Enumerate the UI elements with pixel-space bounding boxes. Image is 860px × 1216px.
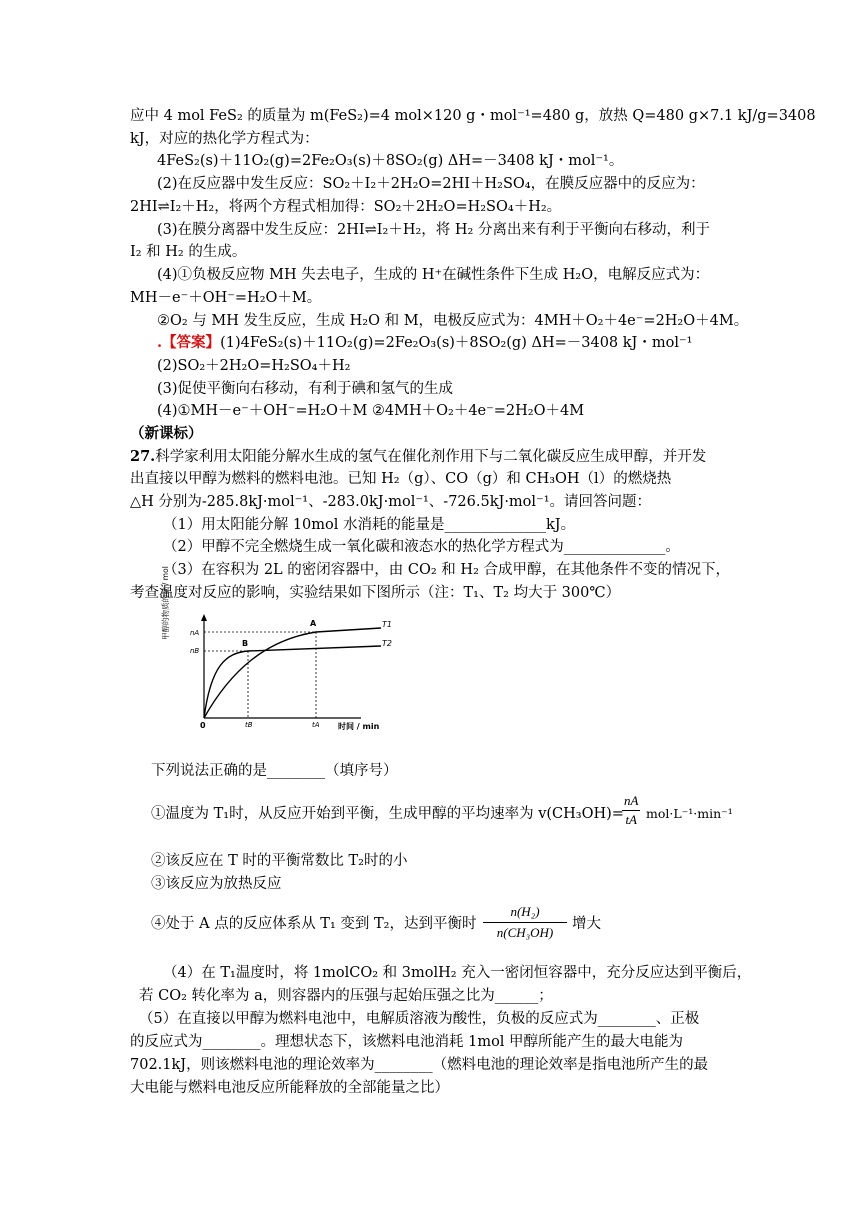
text-line: (3)在膜分离器中发生反应：2HI⇌I₂＋H₂，将 H₂ 分离出来有利于平衡向右移动，利于 bbox=[157, 222, 710, 238]
option-3: ③该反应为放热反应 bbox=[151, 876, 282, 892]
question-number: 27. bbox=[130, 448, 156, 465]
x-axis-label: 时间 / min bbox=[338, 722, 380, 731]
text-line: I₂ 和 H₂ 的生成。 bbox=[130, 244, 247, 260]
answer-label: .【答案】 bbox=[157, 334, 221, 351]
ratio-denominator: n(CH₃OH) bbox=[496, 925, 554, 940]
series-label-T2: T2 bbox=[382, 639, 392, 648]
subquestion-3a: （3）在容积为 2L 的密闭容器中，由 CO₂ 和 H₂ 合成甲醇，在其他条件不变的情况下， bbox=[163, 562, 730, 578]
tick-tA: tA bbox=[312, 721, 320, 729]
option-4-tail: 增大 bbox=[572, 916, 601, 932]
answer-4: (4)①MH－e⁻＋OH⁻=H₂O＋M ②4MH＋O₂＋4e⁻=2H₂O＋4M bbox=[157, 403, 585, 419]
text-line: ②O₂ 与 MH 发生反应，生成 H₂O 和 M，电极反应式为：4MH＋O₂＋4e⁻=2H₂O＋4M。 bbox=[157, 313, 749, 329]
text-line: 应中 4 mol FeS₂ 的质量为 m(FeS₂)=4 mol×120 g・mol⁻¹=480 g，放热 Q=480 g×7.1 kJ/g=3408 bbox=[130, 108, 816, 124]
text-line: kJ，对应的热化学方程式为： bbox=[130, 131, 319, 147]
answer-2: (2)SO₂＋2H₂O=H₂SO₄＋H₂ bbox=[157, 358, 351, 374]
answer-3: (3)促使平衡向右移动，有利于碘和氢气的生成 bbox=[157, 381, 454, 397]
ratio-numerator: n(H₂) bbox=[483, 902, 567, 923]
option-2: ②该反应在 T 时的平衡常数比 T₂时的小 bbox=[151, 853, 408, 869]
q27-stem-1 bbox=[130, 446, 740, 468]
choose-prompt: 下列说法正确的是________（填序号） bbox=[151, 763, 398, 779]
text-line: MH－e⁻＋OH⁻=H₂O＋M。 bbox=[130, 290, 322, 306]
curve-T2 bbox=[204, 646, 381, 718]
answer-line-1 bbox=[157, 332, 767, 354]
subquestion-1: （1）用太阳能分解 10mol 水消耗的能量是______________kJ。 bbox=[163, 517, 576, 533]
ratio-fraction bbox=[483, 902, 567, 943]
point-B-label: B bbox=[242, 639, 249, 648]
subquestion-5d: 大电能与燃料电池反应所能释放的全部能量之比） bbox=[130, 1080, 449, 1096]
subquestion-3b: 考查温度对反应的影响，实验结果如下图所示（注：T₁、T₂ 均大于 300℃） bbox=[130, 585, 621, 601]
tick-tB: tB bbox=[245, 721, 253, 729]
option-4: ④处于 A 点的反应体系从 T₁ 变到 T₂，达到平衡时 bbox=[151, 916, 477, 932]
rate-fraction bbox=[622, 792, 640, 829]
answer-1: (1)4FeS₂(s)＋11O₂(g)=2Fe₂O₃(s)＋8SO₂(g) ΔH=－3408 kJ・mol⁻¹ bbox=[220, 335, 693, 351]
text-line: 4FeS₂(s)＋11O₂(g)=2Fe₂O₃(s)＋8SO₂(g) ΔH=－3408 kJ・mol⁻¹。 bbox=[157, 153, 624, 169]
subquestion-5c: 702.1kJ，则该燃料电池的理论效率为________（燃料电池的理论效率是指电池所产生的最 bbox=[130, 1057, 709, 1073]
tick-nB: nB bbox=[190, 647, 200, 655]
methanol-time-chart bbox=[156, 566, 392, 738]
subquestion-4b: 若 CO₂ 转化率为 a，则容器内的压强与起始压强之比为______； bbox=[139, 988, 553, 1004]
point-A-label: A bbox=[310, 619, 317, 628]
q27-stem-2: 出直接以甲醇为燃料的燃料电池。已知 H₂（g）、CO（g）和 CH₃OH（l）的燃烧热 bbox=[130, 471, 672, 487]
q27-text: 科学家利用太阳能分解水生成的氢气在催化剂作用下与二氧化碳反应生成甲醇，并开发 bbox=[155, 449, 707, 465]
fraction-denominator: tA bbox=[625, 812, 637, 827]
text-line: (4)①负极反应物 MH 失去电子，生成的 H⁺在碱性条件下生成 H₂O，电解反应式为： bbox=[157, 267, 710, 283]
section-heading: （新课标） bbox=[130, 425, 203, 442]
text-line: (2)在反应器中发生反应：SO₂＋I₂＋2H₂O=2HI＋H₂SO₄，在膜反应器中的反应为： bbox=[157, 176, 705, 192]
q27-stem-3: △H 分别为-285.8kJ·mol⁻¹、-283.0kJ·mol⁻¹、-726.5kJ·mol⁻¹。请回答问题： bbox=[130, 494, 652, 510]
tick-nA: nA bbox=[190, 629, 200, 637]
origin-label: 0 bbox=[200, 721, 206, 730]
subquestion-5b: 的反应式为________。理想状态下，该燃料电池消耗 1mol 甲醇所能产生的最大电能为 bbox=[130, 1034, 684, 1050]
fraction-numerator: nA bbox=[622, 792, 640, 811]
y-axis-arrow bbox=[201, 614, 207, 621]
rate-unit: mol·L⁻¹·min⁻¹ bbox=[646, 806, 733, 821]
y-axis-label: 甲醇的物质的量 / mol bbox=[161, 566, 170, 640]
curve-T1 bbox=[204, 628, 381, 718]
series-label-T1: T1 bbox=[382, 620, 392, 629]
text-line: 2HI⇌I₂＋H₂，将两个方程式相加得：SO₂＋2H₂O=H₂SO₄＋H₂。 bbox=[130, 199, 562, 215]
subquestion-2: （2）甲醇不完全燃烧生成一氧化碳和液态水的热化学方程式为______________。 bbox=[163, 539, 680, 555]
option-1: ①温度为 T₁时，从反应开始到平衡，生成甲醇的平均速率为 v(CH₃OH)= bbox=[151, 806, 624, 822]
subquestion-5a: （5）在直接以甲醇为燃料电池中，电解质溶液为酸性，负极的反应式为________、正极 bbox=[139, 1011, 700, 1027]
subquestion-4a: （4）在 T₁温度时，将 1molCO₂ 和 3molH₂ 充入一密闭恒容器中，充分反应达到平衡后， bbox=[163, 965, 752, 981]
